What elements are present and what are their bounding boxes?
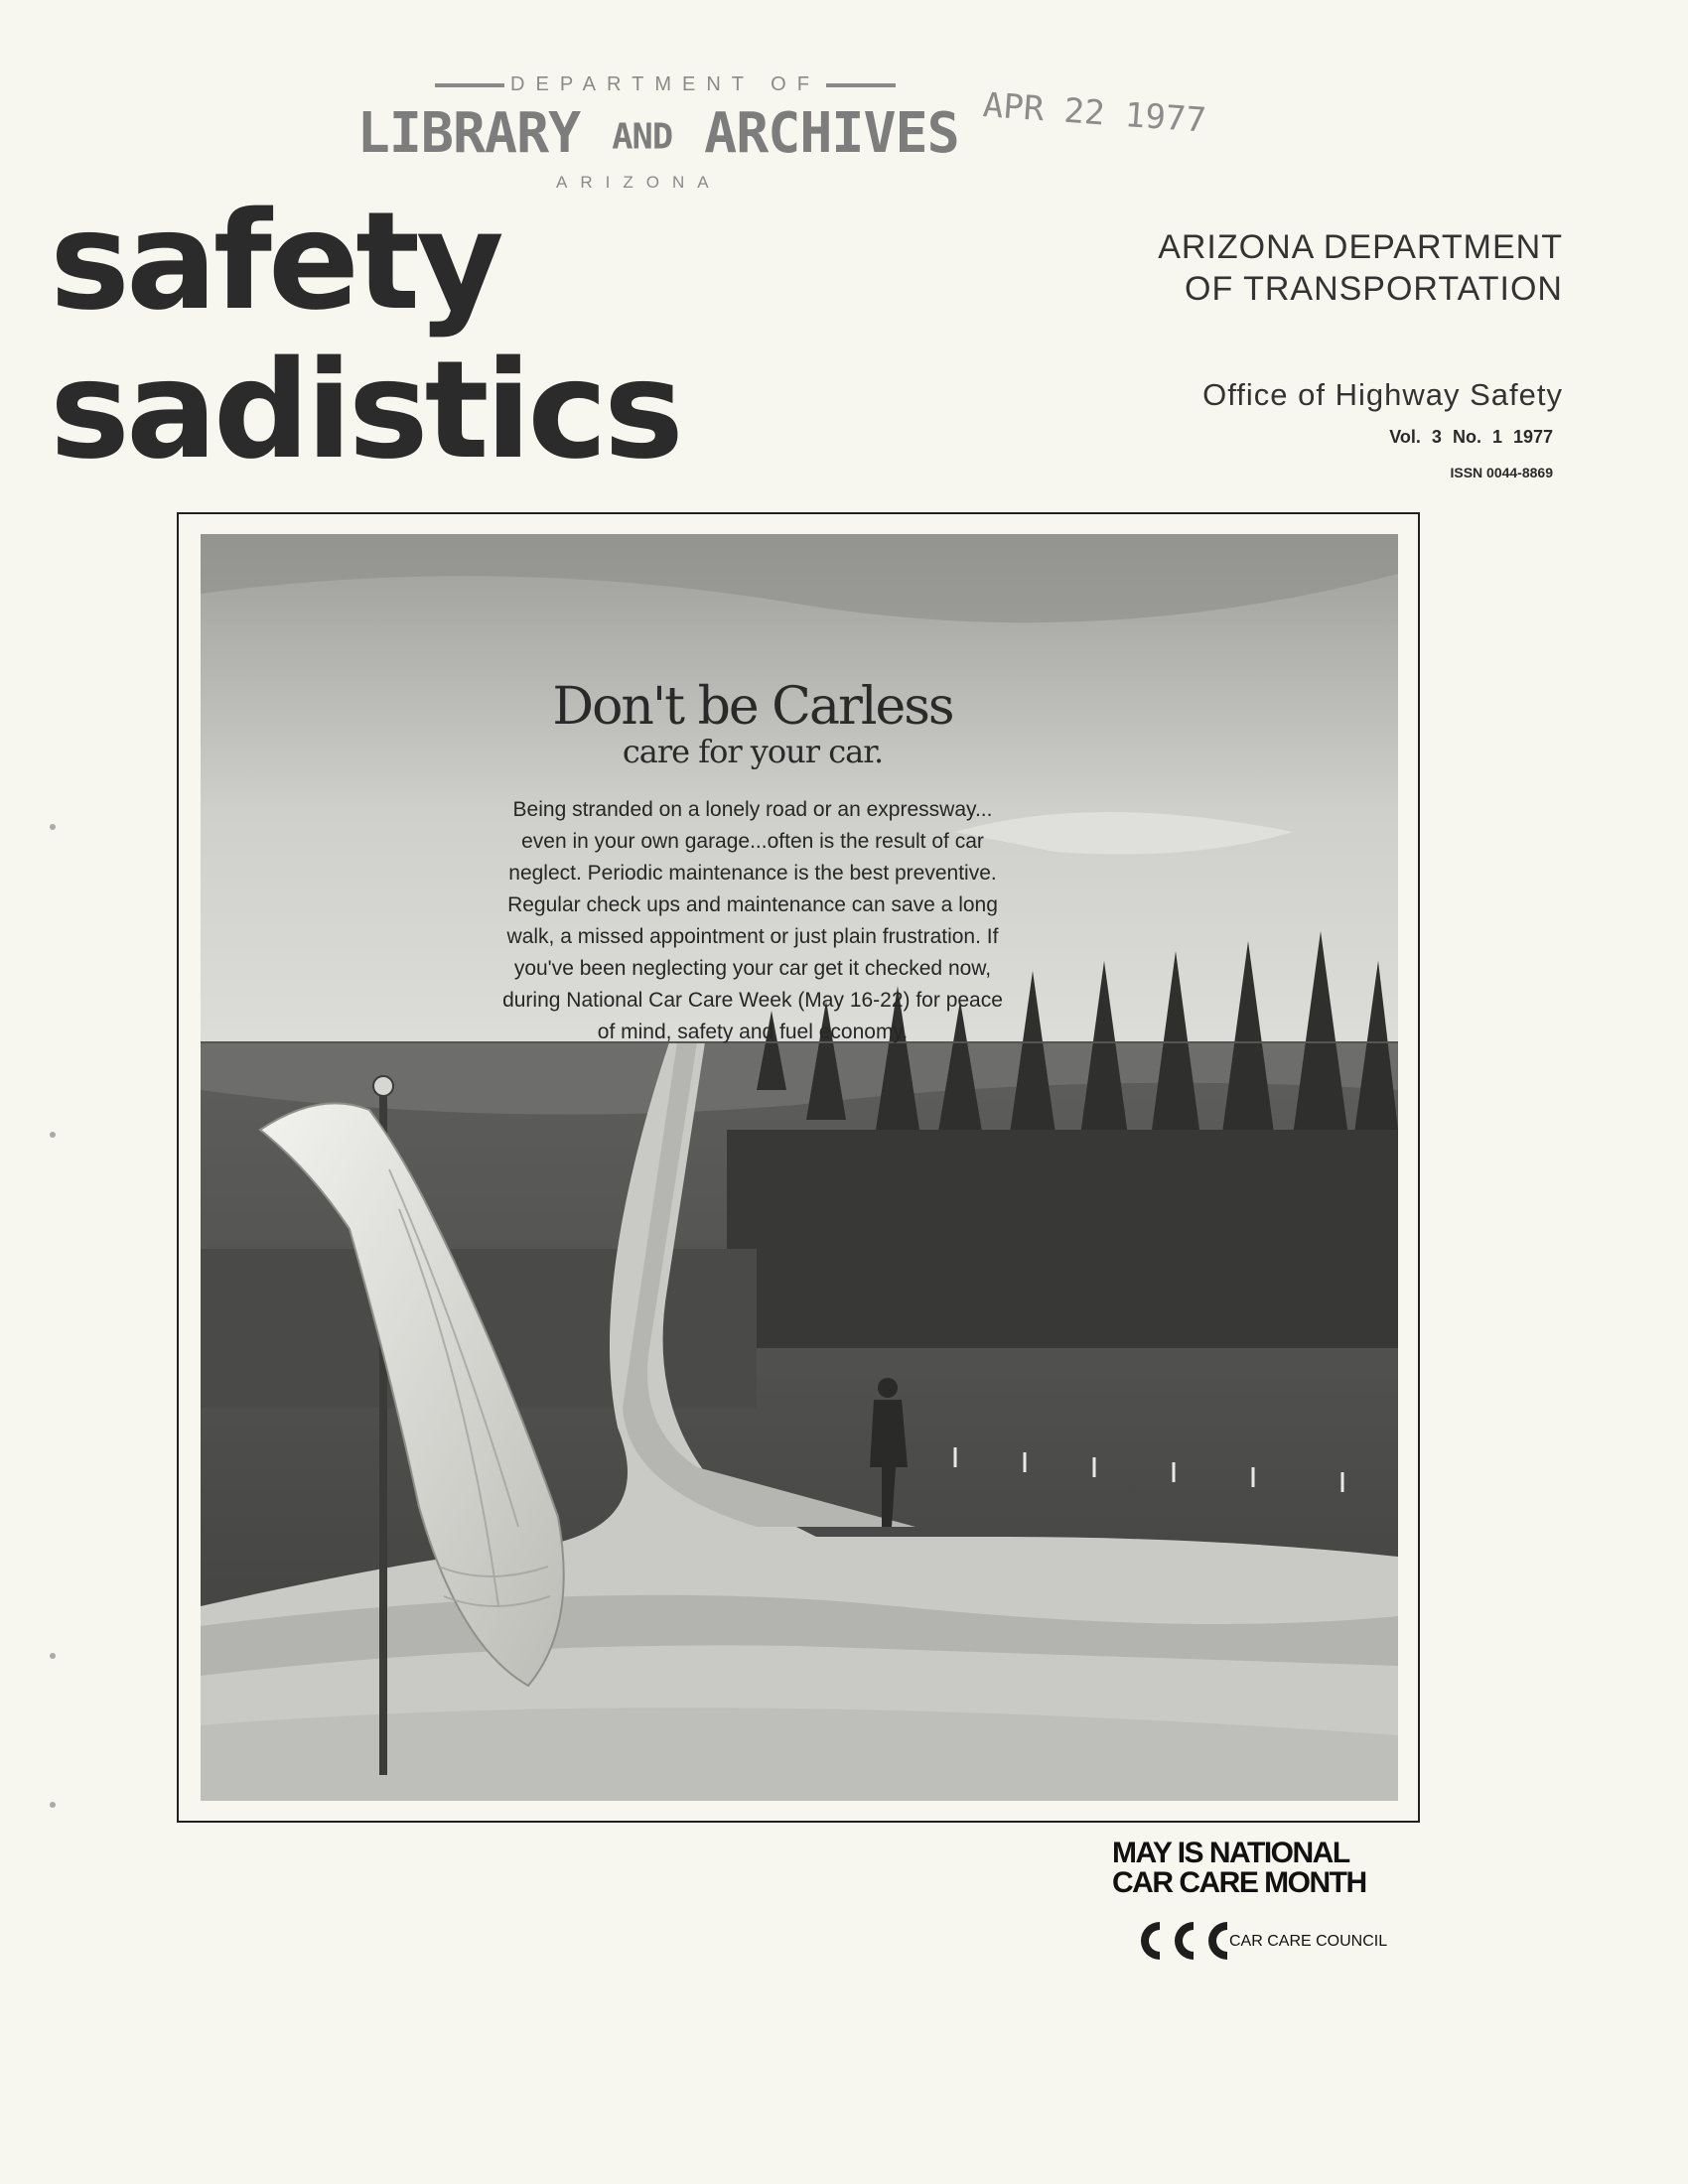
stamp-received-date: APR 22 1977	[981, 85, 1208, 141]
binder-mark	[50, 1653, 56, 1659]
car-care-month-banner	[1112, 1839, 1366, 1898]
ccc-logo-icon	[1120, 1918, 1231, 1964]
poster-headline: Don't be Carless	[552, 677, 953, 737]
poster-body-line: Regular check ups and maintenance can save a long	[507, 893, 998, 916]
poster-body	[355, 794, 1150, 1048]
poster-body-line: Being stranded on a lonely road or an expressway...	[512, 798, 993, 821]
binder-mark	[50, 1802, 56, 1808]
poster-body-line: of mind, safety and fuel economy.	[597, 1021, 909, 1043]
issn-number: ISSN 0044-8869	[1450, 465, 1553, 480]
month-line2: CAR CARE MONTH	[1112, 1866, 1366, 1899]
stamp-department: DEPARTMENT OF	[417, 73, 914, 96]
binder-mark	[50, 1132, 56, 1138]
month-line1: MAY IS NATIONAL	[1112, 1837, 1349, 1869]
poster-subhead: care for your car.	[622, 733, 884, 770]
poster-body-line: during National Car Care Week (May 16-22) for peace	[502, 989, 1003, 1012]
stamp-and: AND	[612, 116, 673, 158]
masthead-line2: sadistics	[50, 333, 680, 489]
publisher-department	[1158, 226, 1563, 310]
stamp-archives: ARCHIVES	[704, 101, 959, 166]
poster-illustration	[201, 534, 1398, 1801]
poster-body-line: even in your own garage...often is the result of car	[521, 830, 984, 853]
car-care-council-name: CAR CARE COUNCIL	[1229, 1933, 1388, 1950]
stamp-library: LIBRARY	[356, 101, 581, 166]
poster-body-line: you've been neglecting your car get it checked now,	[513, 957, 992, 980]
stamp-library-archives	[356, 101, 959, 166]
poster-body-line: walk, a missed appointment or just plain frustration. If	[506, 925, 999, 948]
issue-volume: Vol. 3 No. 1 1977	[1389, 427, 1553, 447]
binder-mark	[50, 824, 56, 830]
department-line2: OF TRANSPORTATION	[1185, 270, 1563, 308]
poster-body-line: neglect. Periodic maintenance is the best preventive.	[508, 862, 997, 885]
poster-frame	[177, 512, 1420, 1823]
stamp-state: ARIZONA	[556, 173, 722, 192]
masthead-line1: safety	[50, 184, 500, 341]
publisher-office: Office of Highway Safety	[1202, 377, 1563, 412]
department-line1: ARIZONA DEPARTMENT	[1158, 228, 1563, 266]
car-care-council-logo	[1120, 1918, 1231, 1969]
